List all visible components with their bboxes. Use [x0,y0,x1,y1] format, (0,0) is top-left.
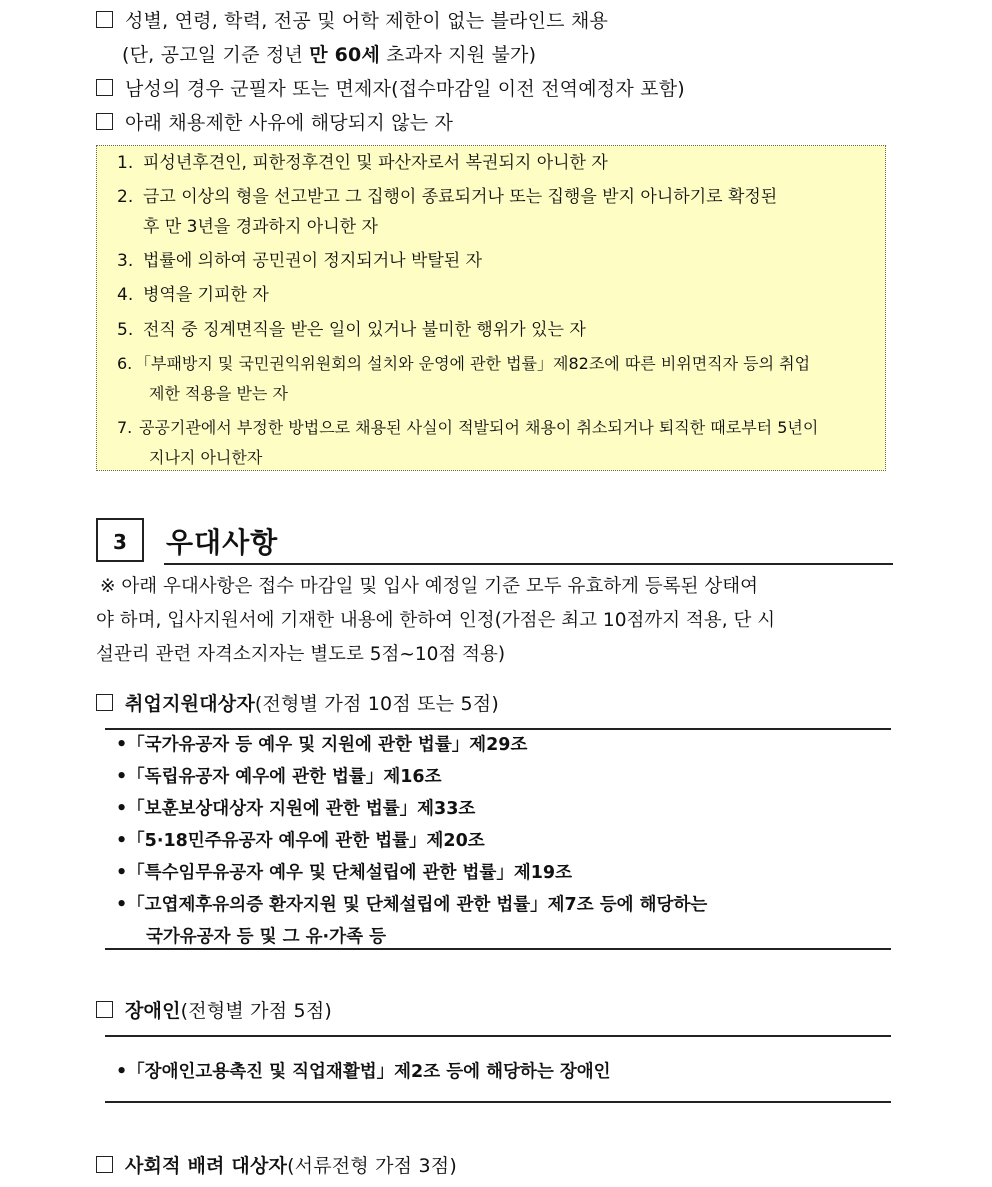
checkbox-square-icon [96,1156,113,1173]
disq-text: 법률에 의하여 공민권이 정지되거나 박탈된 자 [143,251,483,271]
disabled-law-item: •「장애인고용촉진 및 직업재활법」제2조 등에 해당하는 장애인 [116,1062,611,1082]
section-underline [164,563,893,565]
disq-text-cont: 후 만 3년을 경과하지 아니한 자 [143,217,378,237]
divider [105,728,891,730]
disq-num: 5. [117,320,134,340]
disqualification-box [96,145,886,471]
law-item-1: •「국가유공자 등 예우 및 지원에 관한 법률」제29조 [116,735,528,755]
disq-text: 병역을 기피한 자 [143,285,269,305]
disq-text: 금고 이상의 형을 선고받고 그 집행이 종료되거나 또는 집행을 받지 아니하기로 확정된 [143,187,778,207]
social-heading [96,1151,457,1178]
disq-item-2 [117,182,777,242]
checkbox-square-icon [96,11,113,28]
law-item-5: •「특수임무유공자 예우 및 단체설립에 관한 법률」제19조 [116,863,573,883]
disq-num: 7. [117,418,133,437]
disq-text-cont: 제한 적용을 받는 자 [149,384,288,403]
disq-num: 6. [117,354,133,373]
disq-text: 「부패방지 및 국민권익위원회의 설치와 운영에 관한 법률」제82조에 따른 비위면직자 등의 취업 [135,354,811,373]
section-title: 우대사항 [166,526,279,559]
disq-item-6 [117,349,810,409]
law-item-6-cont: 국가유공자 등 및 그 유·가족 등 [146,927,386,947]
eligibility-line-1 [96,6,608,33]
disabled-note: (전형별 가점 5점) [180,1000,332,1022]
divider [105,948,891,950]
disq-num: 2. [117,187,134,207]
checkbox-square-icon [96,113,113,130]
disq-num: 4. [117,285,134,305]
disq-item-4 [117,280,269,310]
eligibility-text-2: 남성의 경우 군필자 또는 면제자(접수마감일 이전 전역예정자 포함) [125,78,685,100]
eligibility-line-2 [96,74,685,101]
eligibility-text-3: 아래 채용제한 사유에 해당되지 않는 자 [125,112,454,134]
disabled-heading [96,996,332,1023]
divider [105,1101,891,1103]
employment-support-title: 취업지원대상자 [125,693,255,715]
section-intro-line-2: 야 하며, 입사지원서에 기재한 내용에 한하여 인정(가점은 최고 10점까지 적용, 단 시 [96,610,776,631]
social-title: 사회적 배려 대상자 [125,1155,288,1177]
checkbox-square-icon [96,79,113,96]
section-intro-line-3: 설관리 관련 자격소지자는 별도로 5점~10점 적용) [96,644,506,665]
disq-text: 공공기관에서 부정한 방법으로 채용된 사실이 적발되어 채용이 취소되거나 퇴직한 때로부터 5년이 [139,418,819,437]
law-item-4: •「5·18민주유공자 예우에 관한 법률」제20조 [116,831,485,851]
disq-item-1 [117,148,608,178]
checkbox-square-icon [96,1001,113,1018]
divider [105,1035,891,1037]
disq-text: 피성년후견인, 피한정후견인 및 파산자로서 복권되지 아니한 자 [143,153,608,173]
social-note: (서류전형 가점 3점) [287,1155,457,1177]
disq-item-5 [117,315,586,345]
eligibility-text-1: 성별, 연령, 학력, 전공 및 어학 제한이 없는 블라인드 채용 [125,10,609,32]
note-bold: 만 60세 [309,44,381,66]
employment-support-note: (전형별 가점 10점 또는 5점) [254,693,499,715]
law-item-6: •「고엽제후유의증 환자지원 및 단체설립에 관한 법률」제7조 등에 해당하는 [116,895,708,915]
eligibility-line-3 [96,108,453,135]
section-intro-line-1: ※ 아래 우대사항은 접수 마감일 및 입사 예정일 기준 모두 유효하게 등록된 상태여 [100,576,758,597]
checkbox-square-icon [96,694,113,711]
section-number: 3 [96,518,144,562]
disq-text-cont: 지나지 아니한자 [149,448,263,467]
eligibility-note [122,40,536,67]
disq-num: 3. [117,251,134,271]
note-post: 초과자 지원 불가) [380,44,537,66]
disq-num: 1. [117,153,134,173]
disabled-title: 장애인 [125,1000,181,1022]
law-item-3: •「보훈보상대상자 지원에 관한 법률」제33조 [116,799,476,819]
note-pre: (단, 공고일 기준 정년 [122,44,310,66]
employment-support-heading [96,689,499,716]
disq-item-7 [117,413,818,473]
disq-item-3 [117,246,482,276]
disq-text: 전직 중 징계면직을 받은 일이 있거나 불미한 행위가 있는 자 [143,320,586,340]
law-item-2: •「독립유공자 예우에 관한 법률」제16조 [116,767,442,787]
